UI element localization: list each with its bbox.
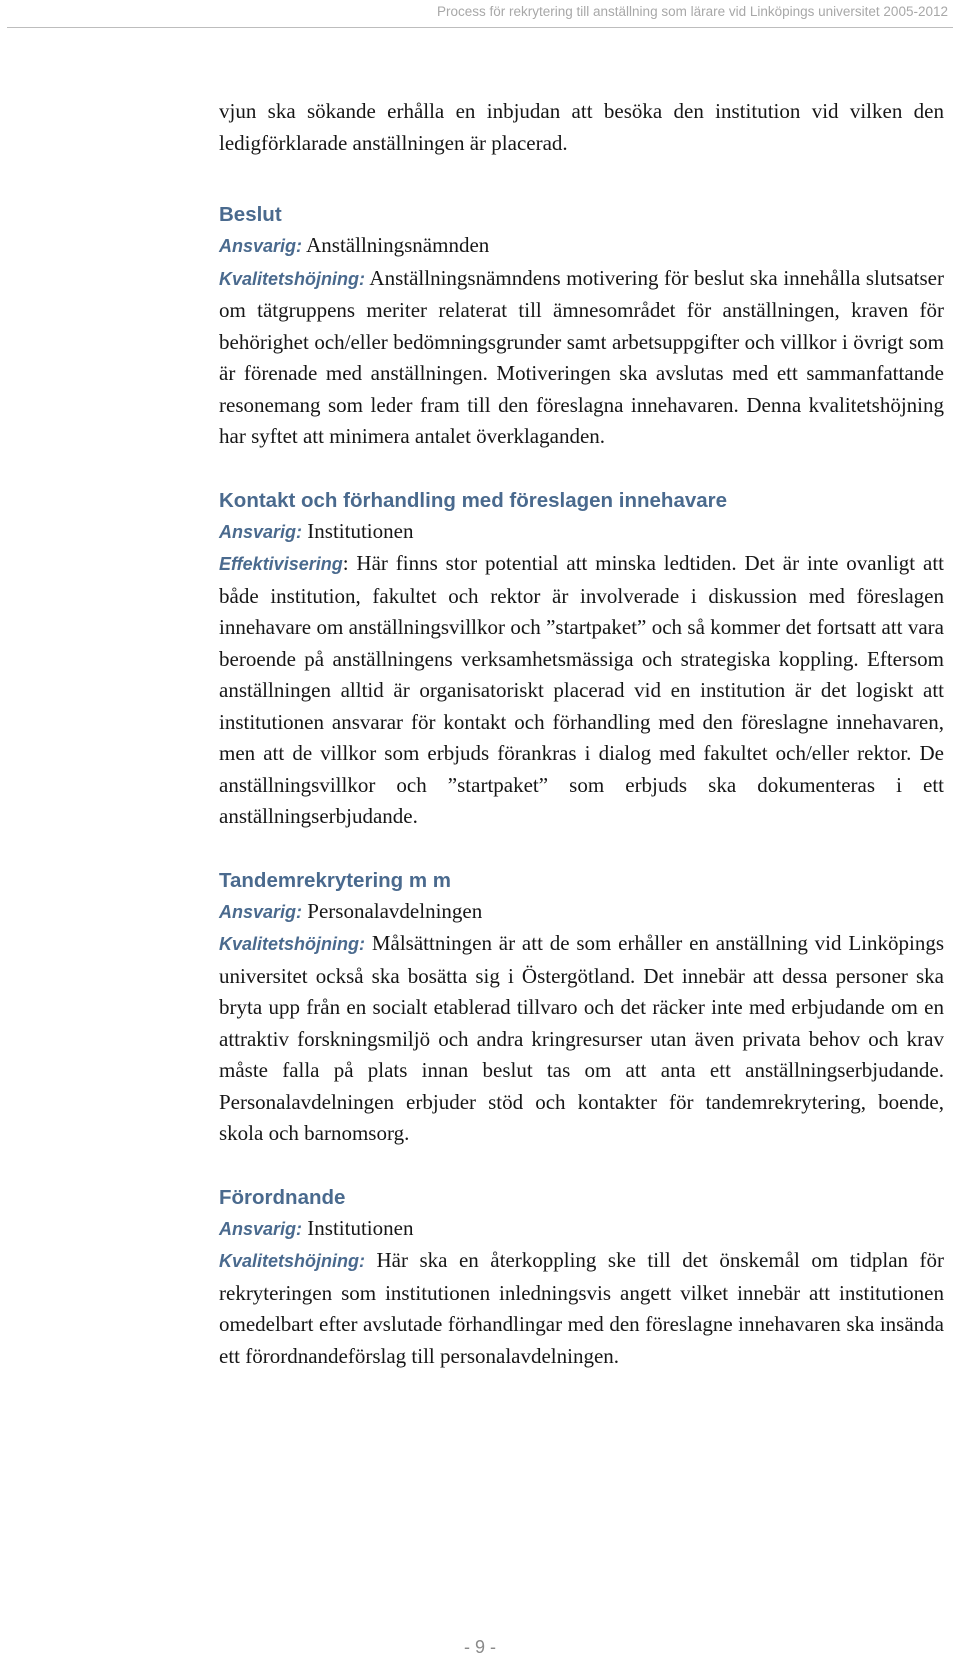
quality-paragraph (219, 928, 944, 1150)
responsible-line (219, 230, 944, 263)
responsible-line (219, 896, 944, 929)
quality-label: Kvalitetshöjning: (219, 1251, 366, 1271)
header-divider (7, 27, 953, 28)
efficiency-paragraph (219, 548, 944, 833)
quality-text: Anställningsnämndens motivering för beslut ska innehålla slutsatser om tätgruppens meriter relaterat till ämnesområdet för anställningen, kraven för behörighet och/eller bedömningsgrunder samt arbetsuppgifter och villkor i övrigt som är förenade med anställningen. Motiveringen ska avslutas med ett sammanfattande resonemang som leder fram till den föreslagna innehavaren. Denna kvalitetshöjning har syftet att minimera antalet överklaganden. (219, 265, 944, 448)
responsible-label: Ansvarig: (219, 521, 303, 542)
responsible-label: Ansvarig: (219, 1218, 303, 1239)
running-title: Process för rekrytering till anställning som lärare vid Linköpings universitet 2005-2012 (436, 4, 948, 19)
responsible-value: Institutionen (302, 518, 414, 543)
document-body (219, 96, 944, 1372)
quality-paragraph (219, 1245, 944, 1372)
page-number: - 9 - (463, 1637, 496, 1657)
responsible-label: Ansvarig: (219, 901, 303, 922)
quality-label: Kvalitetshöjning: (219, 934, 366, 954)
responsible-value: Personalavdelningen (302, 898, 483, 923)
responsible-line (219, 516, 944, 549)
section-kontakt (219, 485, 944, 833)
quality-text: Här ska en återkoppling ske till det önskemål om tidplan för rekryteringen som institutionen inledningsvis angett vilket innebär att institutionen omedelbart efter avslutade förhandlingar med den föreslagne innehavaren ska insända ett förordnandeförslag till personalavdelningen. (219, 1248, 944, 1368)
section-forordnande (219, 1182, 944, 1373)
page-header (0, 0, 960, 30)
section-heading: Beslut (219, 203, 282, 226)
quality-paragraph (219, 263, 944, 453)
section-heading: Kontakt och förhandling med föreslagen innehavare (219, 488, 728, 512)
responsible-line (219, 1213, 944, 1246)
section-heading: Tandemrekrytering m m (219, 868, 452, 892)
responsible-value: Institutionen (302, 1215, 414, 1240)
responsible-value: Anställningsnämnden (302, 233, 490, 257)
intro-paragraph: vjun ska sökande erhålla en inbjudan att besöka den institution vid vilken den ledigförklarade anställningen är placerad. (219, 99, 944, 155)
efficiency-text: : Här finns stor potential att minska ledtiden. Det är inte ovanligt att både institution, fakultet och rektor är involverade i diskussion med föreslagen innehavare om anställningsvillkor och ”startpaket” och så kommer det fortsatt att vara beroende på anställningens verksamhetsmässiga och strategiska koppling. Eftersom anställningen alltid är organisatoriskt placerad vid en institution är det logiskt att institutionen ansvarar för kontakt och förhandling med den föreslagne innehavaren, men att de villkor som erbjuds förankras i dialog med fakultet och/eller rektor. De anställningsvillkor och ”startpaket” som erbjuds ska dokumenteras i ett anställningserbjudande. (219, 551, 944, 828)
section-heading: Förordnande (219, 1185, 346, 1209)
section-tandemrekrytering (219, 865, 944, 1150)
efficiency-label: Effektivisering (219, 554, 343, 574)
section-beslut (219, 199, 944, 453)
responsible-label: Ansvarig: (219, 236, 303, 256)
quality-label: Kvalitetshöjning: (219, 268, 366, 289)
quality-text: Målsättningen är att de som erhåller en anställning vid Linköpings universitet också ska bosätta sig i Östergötland. Det innebär att dessa personer ska bryta upp från en socialt etablerad tillvaro och det räcker inte med erbjudande om en attraktiv forskningsmiljö och andra kringresurser utan även privata behov och krav måste falla på plats innan beslut tas om att anta ett anställningserbjudande. Personalavdelningen erbjuder stöd och kontakter för tandemrekrytering, boende, skola och barnomsorg. (219, 931, 944, 1145)
